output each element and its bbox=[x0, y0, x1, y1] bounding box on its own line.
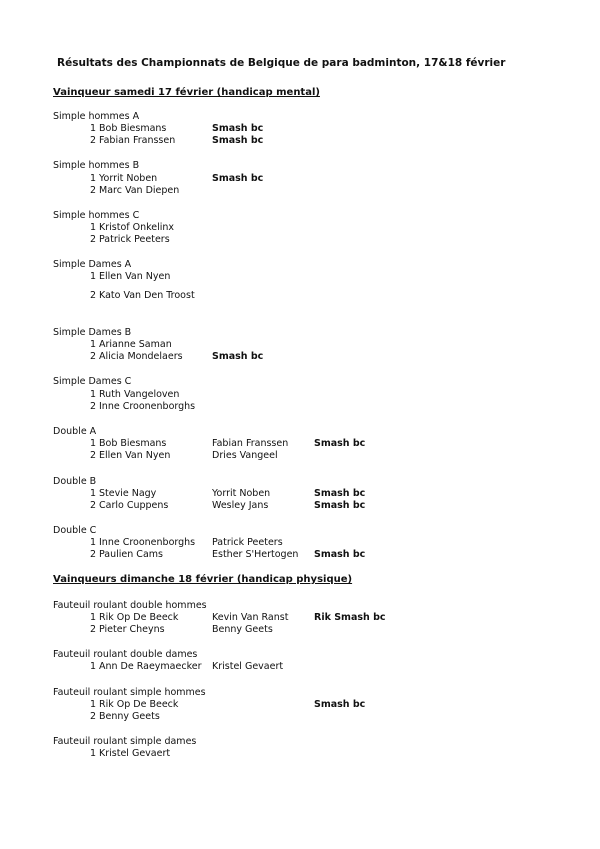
result-row bbox=[0, 624, 600, 636]
result-row bbox=[0, 222, 600, 234]
partner-name: Esther S'Hertogen bbox=[212, 549, 299, 560]
category-label: Simple hommes A bbox=[53, 111, 140, 122]
result-row bbox=[0, 711, 600, 723]
player-name: Ann De Raeymaecker bbox=[99, 661, 202, 672]
player-name: Paulien Cams bbox=[99, 549, 163, 560]
document-title: Résultats des Championnats de Belgique de para badminton, 17&18 février bbox=[57, 57, 506, 69]
category-label: Simple Dames C bbox=[53, 376, 132, 387]
category-label: Fauteuil roulant double hommes bbox=[53, 600, 207, 611]
rank: 1 bbox=[89, 389, 96, 400]
category-label: Simple Dames B bbox=[53, 327, 132, 338]
rank: 1 bbox=[89, 123, 96, 134]
rank: 2 bbox=[89, 351, 96, 362]
result-row bbox=[0, 549, 600, 561]
player-name: Rik Op De Beeck bbox=[99, 699, 179, 710]
rank: 2 bbox=[89, 711, 96, 722]
result-row bbox=[0, 488, 600, 500]
partner-name: Kristel Gevaert bbox=[212, 661, 284, 672]
rank: 2 bbox=[89, 234, 96, 245]
rank: 2 bbox=[89, 185, 96, 196]
club-name: Smash bc bbox=[314, 699, 366, 710]
partner-name: Dries Vangeel bbox=[212, 450, 278, 461]
rank: 1 bbox=[89, 661, 96, 672]
result-row bbox=[0, 661, 600, 673]
result-row bbox=[0, 123, 600, 135]
partner-name: Wesley Jans bbox=[212, 500, 269, 511]
result-row bbox=[0, 748, 600, 760]
player-name: Ellen Van Nyen bbox=[99, 271, 171, 282]
player-name: Stevie Nagy bbox=[99, 488, 157, 499]
rank: 1 bbox=[89, 271, 96, 282]
partner-name: Kevin Van Ranst bbox=[212, 612, 289, 623]
rank: 1 bbox=[89, 488, 96, 499]
result-row bbox=[0, 135, 600, 147]
rank: 2 bbox=[89, 624, 96, 635]
rank: 1 bbox=[89, 537, 96, 548]
player-name: Ellen Van Nyen bbox=[99, 450, 171, 461]
player-name: Patrick Peeters bbox=[99, 234, 170, 245]
player-name: Fabian Franssen bbox=[99, 135, 176, 146]
category-label: Simple Dames A bbox=[53, 259, 132, 270]
player-name: Bob Biesmans bbox=[99, 123, 167, 134]
club-name: Smash bc bbox=[314, 438, 366, 449]
player-name: Kristof Onkelinx bbox=[99, 222, 175, 233]
saturday-heading: Vainqueur samedi 17 février (handicap mental) bbox=[53, 87, 320, 98]
result-row bbox=[0, 699, 600, 711]
result-row bbox=[0, 290, 600, 302]
player-name: Marc Van Diepen bbox=[99, 185, 180, 196]
player-name: Inne Croonenborghs bbox=[99, 537, 196, 548]
club-name: Smash bc bbox=[212, 173, 264, 184]
result-row bbox=[0, 612, 600, 624]
rank: 1 bbox=[89, 173, 96, 184]
club-name: Smash bc bbox=[212, 351, 264, 362]
result-row bbox=[0, 401, 600, 413]
result-row bbox=[0, 438, 600, 450]
club-name: Smash bc bbox=[212, 135, 264, 146]
club-name: Smash bc bbox=[314, 549, 366, 560]
player-name: Inne Croonenborghs bbox=[99, 401, 196, 412]
result-row bbox=[0, 339, 600, 351]
rank: 2 bbox=[89, 450, 96, 461]
category-label: Fauteuil roulant double dames bbox=[53, 649, 198, 660]
rank: 2 bbox=[89, 500, 96, 511]
player-name: Arianne Saman bbox=[99, 339, 172, 350]
rank: 1 bbox=[89, 438, 96, 449]
club-name: Smash bc bbox=[314, 488, 366, 499]
player-name: Benny Geets bbox=[99, 711, 160, 722]
rank: 1 bbox=[89, 222, 96, 233]
category-label: Simple hommes B bbox=[53, 160, 140, 171]
rank: 2 bbox=[89, 135, 96, 146]
rank: 1 bbox=[89, 748, 96, 759]
rank: 1 bbox=[89, 612, 96, 623]
partner-name: Yorrit Noben bbox=[212, 488, 271, 499]
player-name: Pieter Cheyns bbox=[99, 624, 165, 635]
category-label: Simple hommes C bbox=[53, 210, 140, 221]
partner-name: Fabian Franssen bbox=[212, 438, 289, 449]
player-name: Bob Biesmans bbox=[99, 438, 167, 449]
rank: 1 bbox=[89, 339, 96, 350]
partner-name: Patrick Peeters bbox=[212, 537, 283, 548]
player-name: Yorrit Noben bbox=[99, 173, 158, 184]
result-row bbox=[0, 450, 600, 462]
result-row bbox=[0, 389, 600, 401]
result-row bbox=[0, 351, 600, 363]
partner-name: Benny Geets bbox=[212, 624, 273, 635]
player-name: Kato Van Den Troost bbox=[99, 290, 195, 301]
result-row bbox=[0, 537, 600, 549]
category-label: Double A bbox=[53, 426, 97, 437]
player-name: Kristel Gevaert bbox=[99, 748, 171, 759]
category-label: Double C bbox=[53, 525, 97, 536]
player-name: Rik Op De Beeck bbox=[99, 612, 179, 623]
result-row bbox=[0, 173, 600, 185]
category-label: Fauteuil roulant simple dames bbox=[53, 736, 197, 747]
player-name: Carlo Cuppens bbox=[99, 500, 169, 511]
category-label: Fauteuil roulant simple hommes bbox=[53, 687, 206, 698]
result-row bbox=[0, 234, 600, 246]
result-row bbox=[0, 500, 600, 512]
category-label: Double B bbox=[53, 476, 97, 487]
rank: 2 bbox=[89, 290, 96, 301]
player-name: Ruth Vangeloven bbox=[99, 389, 180, 400]
result-row bbox=[0, 185, 600, 197]
sunday-heading: Vainqueurs dimanche 18 février (handicap physique) bbox=[53, 574, 353, 585]
rank: 2 bbox=[89, 549, 96, 560]
club-name: Smash bc bbox=[314, 500, 366, 511]
club-name: Smash bc bbox=[212, 123, 264, 134]
rank: 2 bbox=[89, 401, 96, 412]
rank: 1 bbox=[89, 699, 96, 710]
club-name: Rik Smash bc bbox=[314, 612, 386, 623]
player-name: Alicia Mondelaers bbox=[99, 351, 183, 362]
result-row bbox=[0, 271, 600, 283]
